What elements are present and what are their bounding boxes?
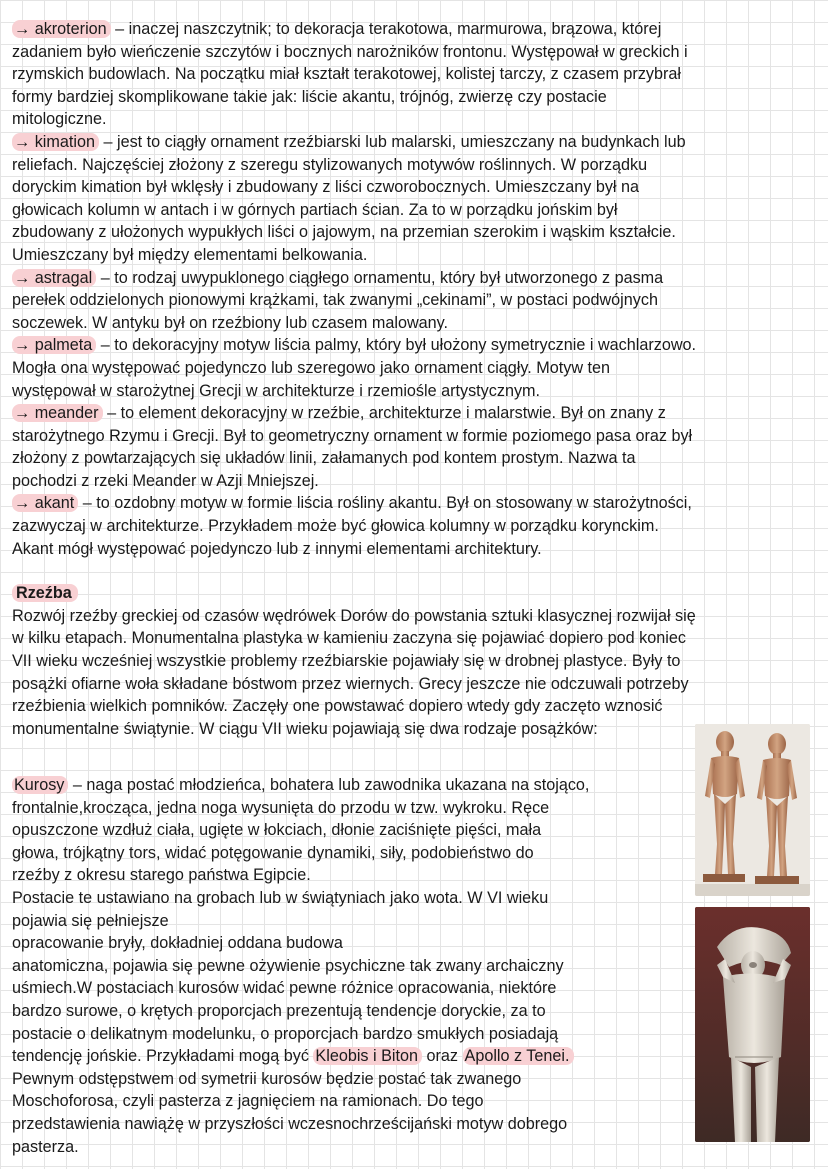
example-kleobis-biton: Kleobis i Biton [313,1047,422,1065]
text-line: pasterza. [12,1137,79,1156]
term-line: głowicach kolumn w antach i w górnych partiach ścian. Za to w porządku jońskim był [12,200,618,219]
kouroi-statues-image [695,724,810,896]
text-line: głowa, trójkątny tors, widać potęgowanie dynamiki, siły, podobieństwo do [12,843,534,862]
section-heading [12,582,817,605]
term-akant [12,492,817,560]
term-line: → akant – to ozdobny motyw w formie liścia rośliny akantu. Był on stosowany w starożytności, [14,494,692,513]
term-line: soczewek. W antyku był on rzeźbiony lub czasem malowany. [12,313,449,332]
term-line: złożony z powtarzających się układów linii, załamanych pod kontem prostym. Nazwa ta [12,449,636,468]
kurosy-block [12,774,687,1158]
term-line: zazwyczaj w architekturze. Przykładem może być głowica kolumny w porządku korynckim. [12,517,659,536]
term-label: → astragal [12,269,96,287]
term-akroterion [12,18,817,131]
kleobis-biton-photo [695,724,810,896]
text-line: postacie o delikatnym modelunku, o proporcjach bardzo smukłych posiadają [12,1024,559,1043]
term-line: Akant mógł występować pojedynczo lub z innymi elementami architektury. [12,539,542,558]
term-line: Mogła ona występować pojedynczo lub szeregowo jako ornament ciągły. Motyw ten [12,358,611,377]
arrow-icon: → [14,494,31,513]
term-kimation [12,131,817,267]
term-meander [12,402,817,492]
calf-bearer-statue-image [695,907,810,1142]
text-line: pojawia się pełniejsze [12,911,169,930]
term-line: reliefach. Najczęściej złożony z szeregu stylizowanych motywów roślinnych. W porządku [12,155,648,174]
text-line: Postacie te ustawiano na grobach lub w świątyniach jako wota. W VI wieku [12,888,549,907]
text-line: opuszczone wzdłuż ciała, ugięte w łokciach, dłonie zaciśnięte pięści, mała [12,821,542,840]
moschophoros-photo [695,907,810,1142]
term-palmeta [12,334,817,402]
term-label: → kimation [12,133,99,151]
term-label: → akant [12,494,78,512]
text-line: rzeźby z okresu starego państwa Egipcie. [12,866,311,885]
text-line: anatomiczna, pojawia się pewne ożywienie psychiczne tak zwany archaiczny [12,956,564,975]
term-line: → akroterion – inaczej naszczytnik; to dekoracja terakotowa, marmurowa, brązowa, której [14,20,662,38]
term-line: Umieszczany był między elementami belkowania. [12,245,368,264]
text-line: opracowanie bryły, dokładniej oddana budowa [12,934,343,953]
kurosy-term: Kurosy [12,776,68,794]
text-line: Rozwój rzeźby greckiej od czasów wędrówek Dorów do powstania sztuki klasycznej rozwijał się [12,606,696,625]
arrow-icon: → [14,404,31,423]
arrow-icon: → [14,20,31,38]
text-line: przedstawienia nawiążę w przyszłości wczesnochrześcijański motyw dobrego [12,1114,568,1133]
term-line: zadaniem było wieńczenie szczytów i bocznych narożników frontonu. Występował w greckich i [12,42,688,61]
text-line: Pewnym odstępstwem od symetrii kurosów będzie postać tak zwanego [12,1069,522,1088]
text-line: frontalnie,krocząca, jedna noga wysunięta do przodu w tzw. wykroku. Ręce [12,798,550,817]
term-line: rzymskich budowlach. Na początku miał kształt terakotowej, kolistej tarczy, z czasem przybrał [12,65,682,84]
term-line: pochodzi z rzeki Meander w Azji Mniejszej. [12,471,319,490]
term-line: → meander – to element dekoracyjny w rzeźbie, architekturze i malarstwie. Był on znany z [14,404,666,423]
term-line: mitologiczne. [12,110,107,129]
text-line: posążki ofiarne woła składane bóstwom przez wiernych. Grecy jeszcze nie odczuwali potrzeby [12,674,689,693]
term-label: → palmeta [12,336,96,354]
term-line: → palmeta – to dekoracyjny motyw liścia palmy, który był ułożony symetrycznie i wachlarzowo. [14,336,697,355]
term-line: zbudowany z ułożonych wypukłych liści o jajowym, na przemian szerokim i wąskim kształcie. [12,223,676,242]
text-line: uśmiech.W postaciach kurosów widać pewne różnice opracowania, niektóre [12,979,557,998]
section-intro [12,605,817,741]
term-line: doryckim kimation był wklęsły i zbudowany z liści czworobocznych. Umieszczany był na [12,178,640,197]
text-line: Kurosy – naga postać młodzieńca, bohatera lub zawodnika ukazana na stojąco, [14,776,590,794]
term-line: perełek oddzielonych pionowymi krążkami, tak zwanymi „cekinami”, w postaci podwójnych [12,291,658,310]
text-line: Moschoforosa, czyli pasterza z jagnięciem na ramionach. Do tego [12,1092,484,1111]
section-heading-highlight: Rzeźba [12,584,78,602]
term-astragal [12,267,817,335]
term-line: → astragal – to rodzaj uwypuklonego ciągłego ornamentu, który był utworzonego z pasma [14,268,664,287]
example-apollo-tenea: Apollo z Tenei. [463,1047,574,1065]
kurosy-moschoforos [12,1068,687,1158]
text-line: bardzo surowe, o krętych proporcjach prezentują tendencje doryckie, za to [12,1001,546,1020]
text-line: rzeźbienia wielkich pomników. Zaczęły one powstawać dopiero wtedy gdy zaczęto wznosić [12,697,663,716]
text-line: w kilku etapach. Monumentalna plastyka w kamieniu zaczyna się pojawiać dopiero pod koniec [12,629,686,648]
text-line: VII wieku wcześniej wszystkie problemy rzeźbiarskie pojawiały się w drobnej plastyce. Były to [12,652,681,671]
arrow-icon: → [14,132,31,151]
term-label: → akroterion [12,20,111,38]
arrow-icon: → [14,268,31,287]
terms-list [12,18,817,560]
kurosy-examples-line: tendencję jońskie. Przykładami mogą być Kleobis i Biton oraz Apollo z Tenei. [12,1045,687,1068]
term-line: występował w starożytnej Grecji w architekturze i rzemiośle artystycznym. [12,381,541,400]
term-line: starożytnego Rzymu i Grecji. Był to geometryczny ornament w formie poziomego pasa oraz był [12,426,693,445]
term-line: formy bardziej skomplikowane takie jak: liście akantu, trójnóg, zwierzę czy postacie [12,87,607,106]
arrow-icon: → [14,336,31,355]
term-line: → kimation – jest to ciągły ornament rzeźbiarski lub malarski, umieszczany na budynkach lub [14,132,686,151]
kurosy-definition [12,774,687,1045]
term-label: → meander [12,404,103,422]
document-body [12,18,817,740]
text-line: monumentalne świątynie. W ciągu VII wieku pojawiają się dwa rodzaje posążków: [12,719,598,738]
